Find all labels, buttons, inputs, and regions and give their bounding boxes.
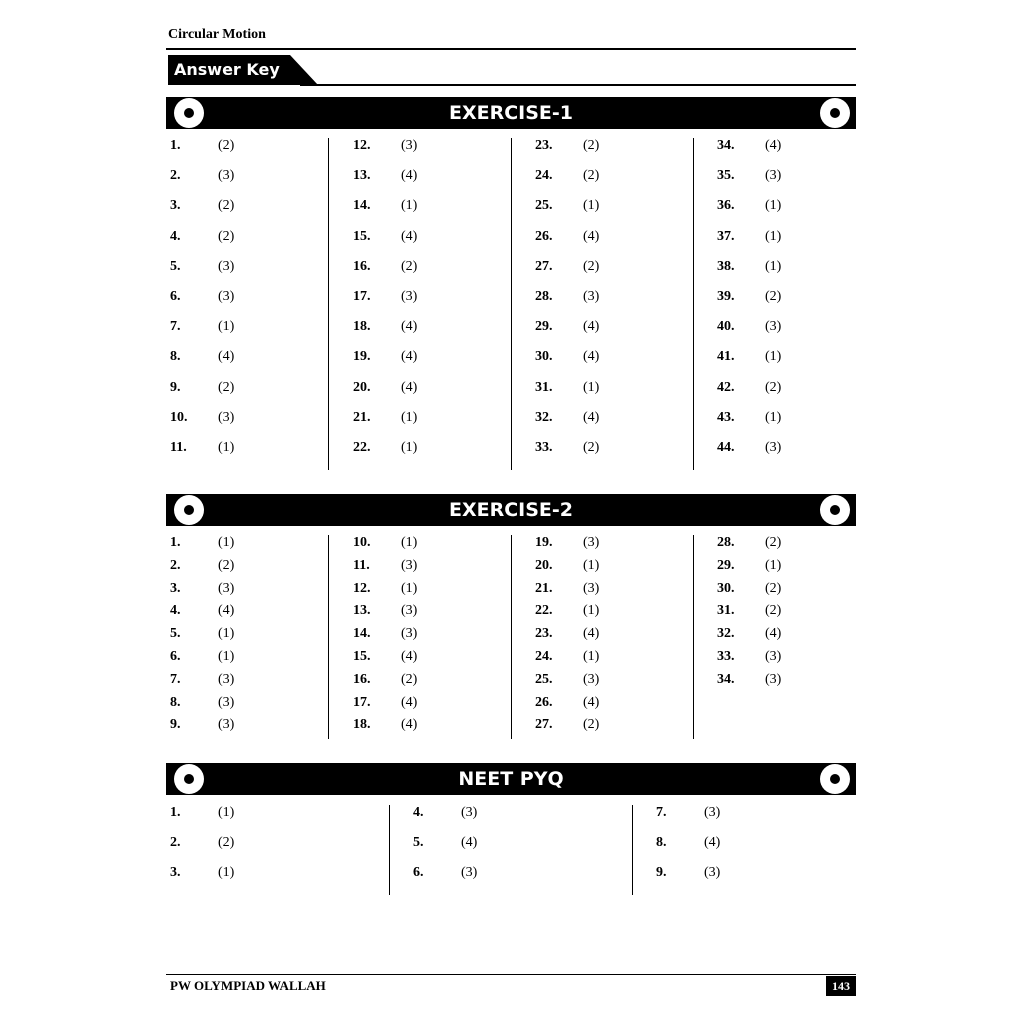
question-number: 25. <box>535 198 553 214</box>
question-number: 13. <box>353 168 371 184</box>
question-number: 1. <box>170 805 181 820</box>
answer-option: (2) <box>401 671 418 687</box>
answer-option: (4) <box>401 717 418 733</box>
answer-option: (3) <box>218 671 235 687</box>
question-number: 29. <box>717 557 735 573</box>
exercise-1-title: EXERCISE-1 <box>448 102 574 124</box>
footer-rule <box>166 974 856 975</box>
answer-option: (1) <box>765 409 782 425</box>
answer-option: (2) <box>218 138 235 153</box>
question-number: 31. <box>535 379 553 395</box>
answer-option: (1) <box>218 440 235 455</box>
question-number: 21. <box>353 409 371 425</box>
question-number: 14. <box>353 626 371 642</box>
answer-option: (1) <box>218 626 235 642</box>
question-number: 1. <box>170 535 181 550</box>
answer-option: (3) <box>583 535 600 550</box>
answer-option: (1) <box>583 557 600 573</box>
question-number: 30. <box>535 349 553 365</box>
answer-option: (1) <box>401 535 418 550</box>
answer-option: (3) <box>765 168 782 184</box>
question-number: 27. <box>535 258 553 274</box>
answer-option: (2) <box>583 258 600 274</box>
question-number: 5. <box>170 258 181 274</box>
neet-pyq-title: NEET PYQ <box>458 768 564 790</box>
answer-option: (2) <box>218 198 235 214</box>
question-number: 27. <box>535 717 553 733</box>
question-number: 7. <box>656 805 667 820</box>
answer-option: (2) <box>218 379 235 395</box>
answer-option: (3) <box>218 694 235 710</box>
question-number: 32. <box>717 626 735 642</box>
answer-option: (2) <box>218 557 235 573</box>
question-number: 9. <box>656 865 667 880</box>
question-number: 13. <box>353 603 371 619</box>
answer-option: (2) <box>218 228 235 244</box>
question-number: 10. <box>353 535 371 550</box>
answer-option: (3) <box>218 580 235 596</box>
question-number: 7. <box>170 319 181 335</box>
question-number: 7. <box>170 671 181 687</box>
question-number: 6. <box>170 649 181 664</box>
question-number: 33. <box>717 649 735 664</box>
answer-option: (4) <box>583 228 600 244</box>
column-divider <box>632 805 633 895</box>
question-number: 38. <box>717 258 735 274</box>
question-number: 6. <box>170 289 181 304</box>
question-number: 11. <box>170 440 187 455</box>
answer-option: (3) <box>401 626 418 642</box>
header-rule <box>166 48 856 50</box>
answer-option: (3) <box>765 440 782 455</box>
answer-option: (1) <box>583 379 600 395</box>
question-number: 10. <box>170 409 188 425</box>
answer-option: (3) <box>218 717 235 733</box>
question-number: 36. <box>717 198 735 214</box>
question-number: 21. <box>535 580 553 596</box>
answer-option: (1) <box>401 409 418 425</box>
question-number: 40. <box>717 319 735 335</box>
question-number: 5. <box>170 626 181 642</box>
answer-option: (3) <box>765 649 782 664</box>
question-number: 12. <box>353 580 371 596</box>
answer-key-label: Answer Key <box>174 60 280 79</box>
question-number: 19. <box>353 349 371 365</box>
answer-option: (2) <box>583 717 600 733</box>
question-number: 44. <box>717 440 735 455</box>
answer-option: (1) <box>218 865 235 880</box>
question-number: 28. <box>717 535 735 550</box>
question-number: 24. <box>535 168 553 184</box>
answer-option: (3) <box>583 671 600 687</box>
question-number: 3. <box>170 865 181 880</box>
question-number: 2. <box>170 168 181 184</box>
question-number: 32. <box>535 409 553 425</box>
answer-option: (4) <box>583 409 600 425</box>
answer-option: (1) <box>765 198 782 214</box>
column-divider <box>328 138 329 470</box>
question-number: 20. <box>535 557 553 573</box>
answer-option: (4) <box>401 349 418 365</box>
column-divider <box>511 535 512 739</box>
answer-option: (4) <box>583 626 600 642</box>
question-number: 16. <box>353 258 371 274</box>
answer-option: (2) <box>765 603 782 619</box>
question-number: 4. <box>413 805 424 820</box>
question-number: 22. <box>353 440 371 455</box>
question-number: 15. <box>353 228 371 244</box>
question-number: 20. <box>353 379 371 395</box>
question-number: 18. <box>353 717 371 733</box>
chapter-title: Circular Motion <box>168 27 266 42</box>
question-number: 2. <box>170 835 181 850</box>
question-number: 4. <box>170 603 181 619</box>
answer-option: (4) <box>583 349 600 365</box>
answer-option: (3) <box>704 805 721 820</box>
answer-option: (2) <box>765 379 782 395</box>
answer-option: (4) <box>461 835 478 850</box>
answer-option: (2) <box>218 835 235 850</box>
question-number: 3. <box>170 198 181 214</box>
answer-option: (1) <box>765 557 782 573</box>
answer-option: (4) <box>704 835 721 850</box>
answer-option: (4) <box>583 319 600 335</box>
question-number: 24. <box>535 649 553 664</box>
question-number: 12. <box>353 138 371 153</box>
answer-option: (1) <box>401 440 418 455</box>
answer-option: (1) <box>765 228 782 244</box>
ring-icon <box>820 98 850 128</box>
answer-option: (3) <box>704 865 721 880</box>
question-number: 15. <box>353 649 371 664</box>
question-number: 17. <box>353 289 371 304</box>
question-number: 43. <box>717 409 735 425</box>
question-number: 39. <box>717 289 735 304</box>
answer-option: (1) <box>583 649 600 664</box>
answer-option: (4) <box>401 228 418 244</box>
answer-option: (1) <box>765 258 782 274</box>
answer-option: (3) <box>461 805 478 820</box>
question-number: 9. <box>170 379 181 395</box>
question-number: 18. <box>353 319 371 335</box>
answer-key-rule <box>300 84 856 86</box>
answer-option: (3) <box>218 289 235 304</box>
answer-option: (1) <box>218 649 235 664</box>
question-number: 28. <box>535 289 553 304</box>
question-number: 19. <box>535 535 553 550</box>
answer-option: (4) <box>765 138 782 153</box>
column-divider <box>693 138 694 470</box>
question-number: 42. <box>717 379 735 395</box>
question-number: 17. <box>353 694 371 710</box>
question-number: 23. <box>535 626 553 642</box>
question-number: 29. <box>535 319 553 335</box>
answer-option: (4) <box>218 349 235 365</box>
question-number: 8. <box>170 349 181 365</box>
answer-option: (1) <box>401 580 418 596</box>
ring-icon <box>820 764 850 794</box>
answer-option: (4) <box>401 168 418 184</box>
question-number: 34. <box>717 138 735 153</box>
question-number: 5. <box>413 835 424 850</box>
question-number: 8. <box>656 835 667 850</box>
answer-option: (2) <box>765 289 782 304</box>
exercise-2-title: EXERCISE-2 <box>448 499 574 521</box>
question-number: 31. <box>717 603 735 619</box>
answer-option: (3) <box>583 580 600 596</box>
question-number: 35. <box>717 168 735 184</box>
question-number: 41. <box>717 349 735 365</box>
answer-option: (3) <box>401 289 418 304</box>
answer-option: (2) <box>401 258 418 274</box>
answer-option: (2) <box>765 535 782 550</box>
exercise-1-header <box>166 97 856 129</box>
question-number: 37. <box>717 228 735 244</box>
answer-option: (1) <box>218 319 235 335</box>
answer-option: (3) <box>401 557 418 573</box>
page-number: 143 <box>826 976 856 996</box>
question-number: 16. <box>353 671 371 687</box>
question-number: 33. <box>535 440 553 455</box>
column-divider <box>511 138 512 470</box>
question-number: 4. <box>170 228 181 244</box>
question-number: 34. <box>717 671 735 687</box>
answer-option: (4) <box>401 319 418 335</box>
neet-pyq-header <box>166 763 856 795</box>
answer-option: (1) <box>218 535 235 550</box>
answer-option: (4) <box>765 626 782 642</box>
answer-option: (3) <box>765 671 782 687</box>
answer-option: (2) <box>583 440 600 455</box>
question-number: 26. <box>535 228 553 244</box>
answer-option: (4) <box>583 694 600 710</box>
answer-option: (4) <box>401 694 418 710</box>
answer-option: (1) <box>583 603 600 619</box>
answer-option: (1) <box>765 349 782 365</box>
question-number: 2. <box>170 557 181 573</box>
answer-option: (1) <box>218 805 235 820</box>
answer-option: (3) <box>461 865 478 880</box>
question-number: 23. <box>535 138 553 153</box>
column-divider <box>693 535 694 739</box>
question-number: 30. <box>717 580 735 596</box>
answer-option: (3) <box>583 289 600 304</box>
ring-icon <box>820 495 850 525</box>
column-divider <box>328 535 329 739</box>
question-number: 8. <box>170 694 181 710</box>
answer-option: (1) <box>401 198 418 214</box>
footer-brand: PW OLYMPIAD WALLAH <box>170 978 326 993</box>
answer-option: (1) <box>583 198 600 214</box>
question-number: 11. <box>353 557 370 573</box>
answer-option: (4) <box>401 649 418 664</box>
answer-option: (3) <box>401 138 418 153</box>
question-number: 25. <box>535 671 553 687</box>
answer-option: (2) <box>583 168 600 184</box>
question-number: 9. <box>170 717 181 733</box>
answer-option: (4) <box>401 379 418 395</box>
answer-option: (4) <box>218 603 235 619</box>
question-number: 1. <box>170 138 181 153</box>
exercise-2-header <box>166 494 856 526</box>
answer-option: (2) <box>765 580 782 596</box>
column-divider <box>389 805 390 895</box>
question-number: 14. <box>353 198 371 214</box>
answer-option: (3) <box>218 409 235 425</box>
answer-option: (3) <box>218 258 235 274</box>
question-number: 6. <box>413 865 424 880</box>
question-number: 26. <box>535 694 553 710</box>
answer-option: (3) <box>218 168 235 184</box>
answer-option: (3) <box>765 319 782 335</box>
question-number: 3. <box>170 580 181 596</box>
answer-option: (3) <box>401 603 418 619</box>
question-number: 22. <box>535 603 553 619</box>
answer-option: (2) <box>583 138 600 153</box>
